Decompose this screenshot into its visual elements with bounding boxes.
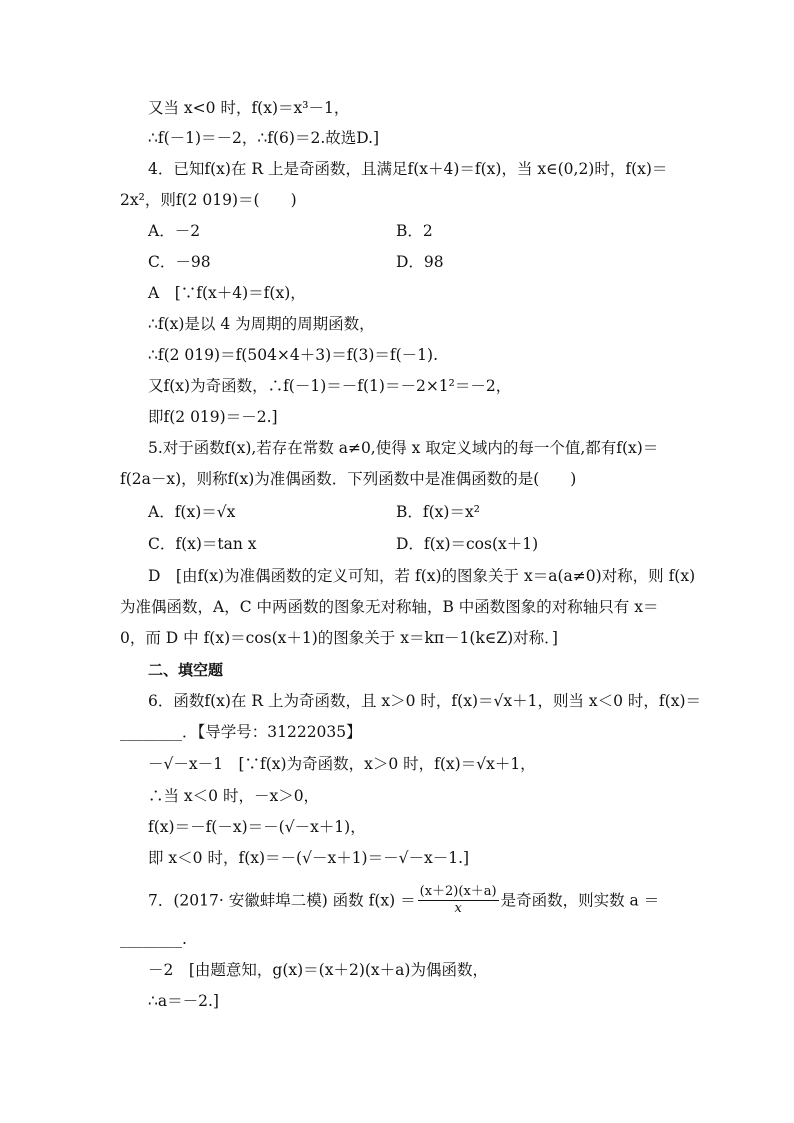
text: 又当 x<0 时，f(x)＝x³－1，	[148, 99, 350, 117]
question-7-line	[0, 885, 794, 915]
question-4-line	[0, 189, 794, 211]
solution-line	[0, 847, 794, 869]
solution-line	[0, 753, 794, 775]
text: ________．【导学号：31222035】	[120, 723, 362, 741]
solution-line	[0, 375, 794, 397]
option-d: D．98	[396, 253, 444, 271]
text: 7．(2017· 安徽蚌埠二模) 函数 f(x) ＝	[148, 891, 416, 910]
text: 即 x＜0 时，f(x)＝－(√－x＋1)＝－√－x－1.]	[148, 849, 470, 867]
option-c: C．f(x)＝tan x	[148, 535, 257, 553]
fraction-numerator: (x＋2)(x＋a)	[419, 884, 497, 899]
text: ∴f(x)是以 4 为周期的周期函数，	[148, 315, 375, 333]
options-row	[0, 501, 794, 523]
text: －2 [由题意知，g(x)＝(x＋2)(x＋a)为偶函数，	[148, 961, 488, 979]
text: 0，而 D 中 f(x)＝cos(x＋1)的图象关于 x＝kπ－1(k∈Z)对称．]	[120, 629, 558, 647]
text: ∴f(2 019)＝f(504×4＋3)＝f(3)＝f(－1).	[148, 346, 439, 364]
text: 是奇函数，则实数 a ＝	[500, 891, 660, 910]
fraction	[418, 884, 499, 917]
text: 2x²，则f(2 019)＝( )	[120, 191, 297, 209]
solution-line	[0, 565, 794, 587]
text: f(x)＝－f(－x)＝－(√－x＋1)，	[148, 818, 366, 836]
solution-line	[0, 627, 794, 649]
question-5-line	[0, 468, 794, 490]
question-5-line	[0, 437, 794, 459]
solution-line	[0, 406, 794, 428]
question-4-line	[0, 158, 794, 180]
solution-line	[0, 816, 794, 838]
solution-line	[0, 282, 794, 304]
solution-line	[0, 97, 794, 119]
solution-line	[0, 785, 794, 807]
question-6-line	[0, 690, 794, 712]
option-b: B．f(x)＝x²	[396, 503, 480, 521]
text: 又f(x)为奇函数，∴f(－1)＝－f(1)＝－2×1²＝－2，	[148, 377, 512, 395]
solution-line	[0, 990, 794, 1012]
text: f(2a－x)，则称f(x)为准偶函数．下列函数中是准偶函数的是( )	[120, 470, 577, 488]
text: ∴a＝－2.]	[148, 992, 219, 1010]
text: 5.对于函数f(x),若存在常数 a≠0,使得 x 取定义域内的每一个值,都有f(x)＝	[148, 439, 659, 457]
option-d: D．f(x)＝cos(x＋1)	[396, 535, 539, 553]
solution-line	[0, 596, 794, 618]
solution-line	[0, 959, 794, 981]
solution-line	[0, 127, 794, 149]
question-6-line	[0, 721, 794, 743]
option-a: A．f(x)＝√x	[148, 503, 236, 521]
text: 为准偶函数，A，C 中两函数的图象无对称轴，B 中函数图象的对称轴只有 x＝	[120, 598, 659, 616]
solution-line	[0, 344, 794, 366]
option-a: A．－2	[148, 222, 201, 240]
option-c: C．－98	[148, 253, 211, 271]
text: A [∵f(x＋4)＝f(x)，	[148, 284, 306, 302]
option-b: B．2	[396, 222, 433, 240]
text: ∴f(－1)＝－2，∴f(6)＝2.故选D.]	[148, 129, 380, 147]
text: ________.	[120, 930, 187, 948]
question-7-line	[0, 928, 794, 950]
section-heading	[0, 659, 794, 681]
options-row	[0, 533, 794, 555]
options-row	[0, 251, 794, 273]
solution-line	[0, 313, 794, 335]
options-row	[0, 220, 794, 242]
text: D [由f(x)为准偶函数的定义可知，若 f(x)的图象关于 x＝a(a≠0)对称，则 f(x)	[148, 567, 696, 585]
text: 6．函数f(x)在 R 上为奇函数，且 x＞0 时，f(x)＝√x＋1，则当 x＜0 时，f(x)＝	[148, 692, 701, 710]
text: 即f(2 019)＝－2.]	[148, 408, 278, 426]
text: 4．已知f(x)在 R 上是奇函数，且满足f(x＋4)＝f(x)，当 x∈(0,2)时，f(x)＝	[148, 160, 668, 178]
text: －√－x－1 [∵f(x)为奇函数，x＞0 时，f(x)＝√x＋1，	[148, 755, 536, 773]
text: ∴当 x＜0 时，－x＞0，	[148, 787, 320, 805]
text: 二、填空题	[148, 661, 224, 679]
fraction-denominator: x	[454, 901, 462, 916]
